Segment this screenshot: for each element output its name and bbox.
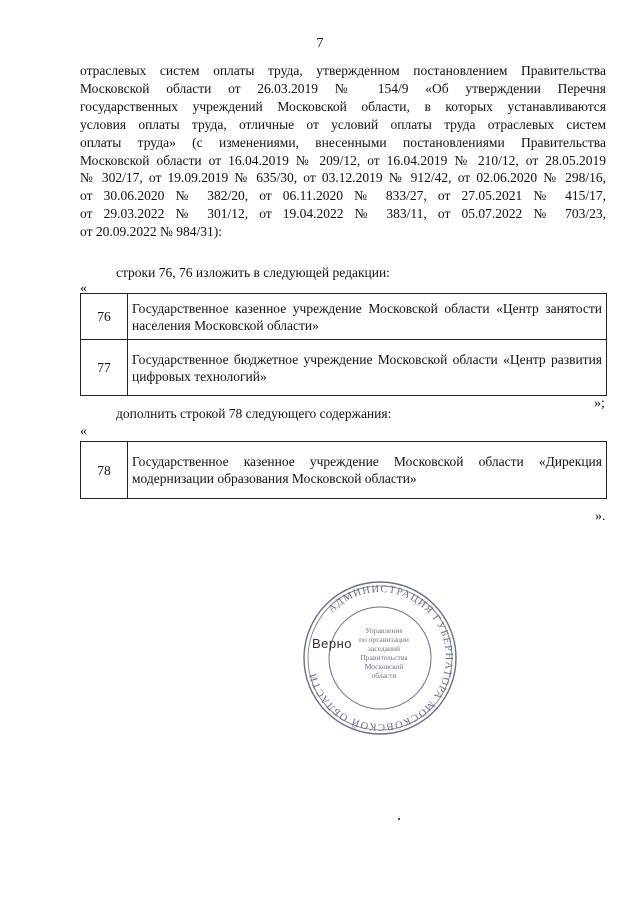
row-number: 76: [81, 294, 128, 340]
row-number: 77: [81, 340, 128, 396]
signature-verno: Верно: [312, 636, 353, 651]
instruction-add-row: дополнить строкой 78 следующего содержания:: [116, 406, 392, 421]
open-quote-2: «: [80, 424, 87, 439]
paragraph-line: государственных учреждений Московской области, в которых устанавливаются: [80, 98, 606, 114]
body-paragraph: [80, 62, 606, 241]
paragraph-line: от 30.06.2020 № 382/20, от 06.11.2020 № 833/27, от 27.05.2021 № 415/17,: [80, 188, 606, 204]
svg-text:по организации: по организации: [359, 635, 409, 644]
official-stamp: [300, 578, 460, 738]
row-institution: Государственное казенное учреждение Московской области «Дирекция модернизации образования Московской области»: [128, 442, 607, 499]
replacement-rows-table: [80, 293, 607, 396]
open-quote-1: «: [80, 281, 87, 296]
added-row-table: [80, 441, 607, 499]
close-quote-2: ».: [595, 509, 606, 524]
table-row: [81, 294, 607, 340]
svg-text:Московской: Московской: [364, 662, 404, 671]
paragraph-line: от 20.09.2022 № 984/31):: [80, 224, 222, 240]
close-quote-1: »;: [594, 396, 605, 411]
row-institution: Государственное казенное учреждение Московской области «Центр занятости населения Московской области»: [128, 294, 607, 340]
svg-text:области: области: [371, 671, 397, 680]
page-number: 7: [316, 36, 324, 51]
ink-dot: [398, 818, 400, 820]
svg-text:заседаний: заседаний: [367, 644, 401, 653]
paragraph-line: Московской области от 26.03.2019 № 154/9 «Об утверждении Перечня: [80, 80, 606, 96]
svg-text:Управление: Управление: [365, 626, 403, 635]
instruction-replace-rows: строки 76, 76 изложить в следующей редакции:: [116, 265, 390, 280]
table-row: [81, 442, 607, 499]
paragraph-line: оплаты труда» (с изменениями, внесенными постановлениями Правительства: [80, 134, 606, 150]
paragraph-line: от 29.03.2022 № 301/12, от 19.04.2022 № 383/11, от 05.07.2022 № 703/23,: [80, 206, 606, 222]
row-institution: Государственное бюджетное учреждение Московской области «Центр развития цифровых технологий»: [128, 340, 607, 396]
svg-text:Правительства: Правительства: [360, 653, 408, 662]
paragraph-line: Московской области от 16.04.2019 № 209/12, от 16.04.2019 № 210/12, от 28.05.2019: [80, 152, 606, 168]
paragraph-line: отраслевых систем оплаты труда, утвержденном постановлением Правительства: [80, 63, 606, 78]
paragraph-line: условия оплаты труда, отличные от условий оплаты труда отраслевых систем: [80, 116, 606, 132]
svg-text:АДМИНИСТРАЦИЯ ГУБЕРНАТОРА МОСК: АДМИНИСТРАЦИЯ ГУБЕРНАТОРА МОСКОВСКОЙ ОБЛАСТИ: [307, 583, 455, 733]
table-row: [81, 340, 607, 396]
row-number: 78: [81, 442, 128, 499]
paragraph-line: № 302/17, от 19.09.2019 № 635/30, от 03.12.2019 № 912/42, от 02.06.2020 № 298/16,: [80, 170, 606, 186]
